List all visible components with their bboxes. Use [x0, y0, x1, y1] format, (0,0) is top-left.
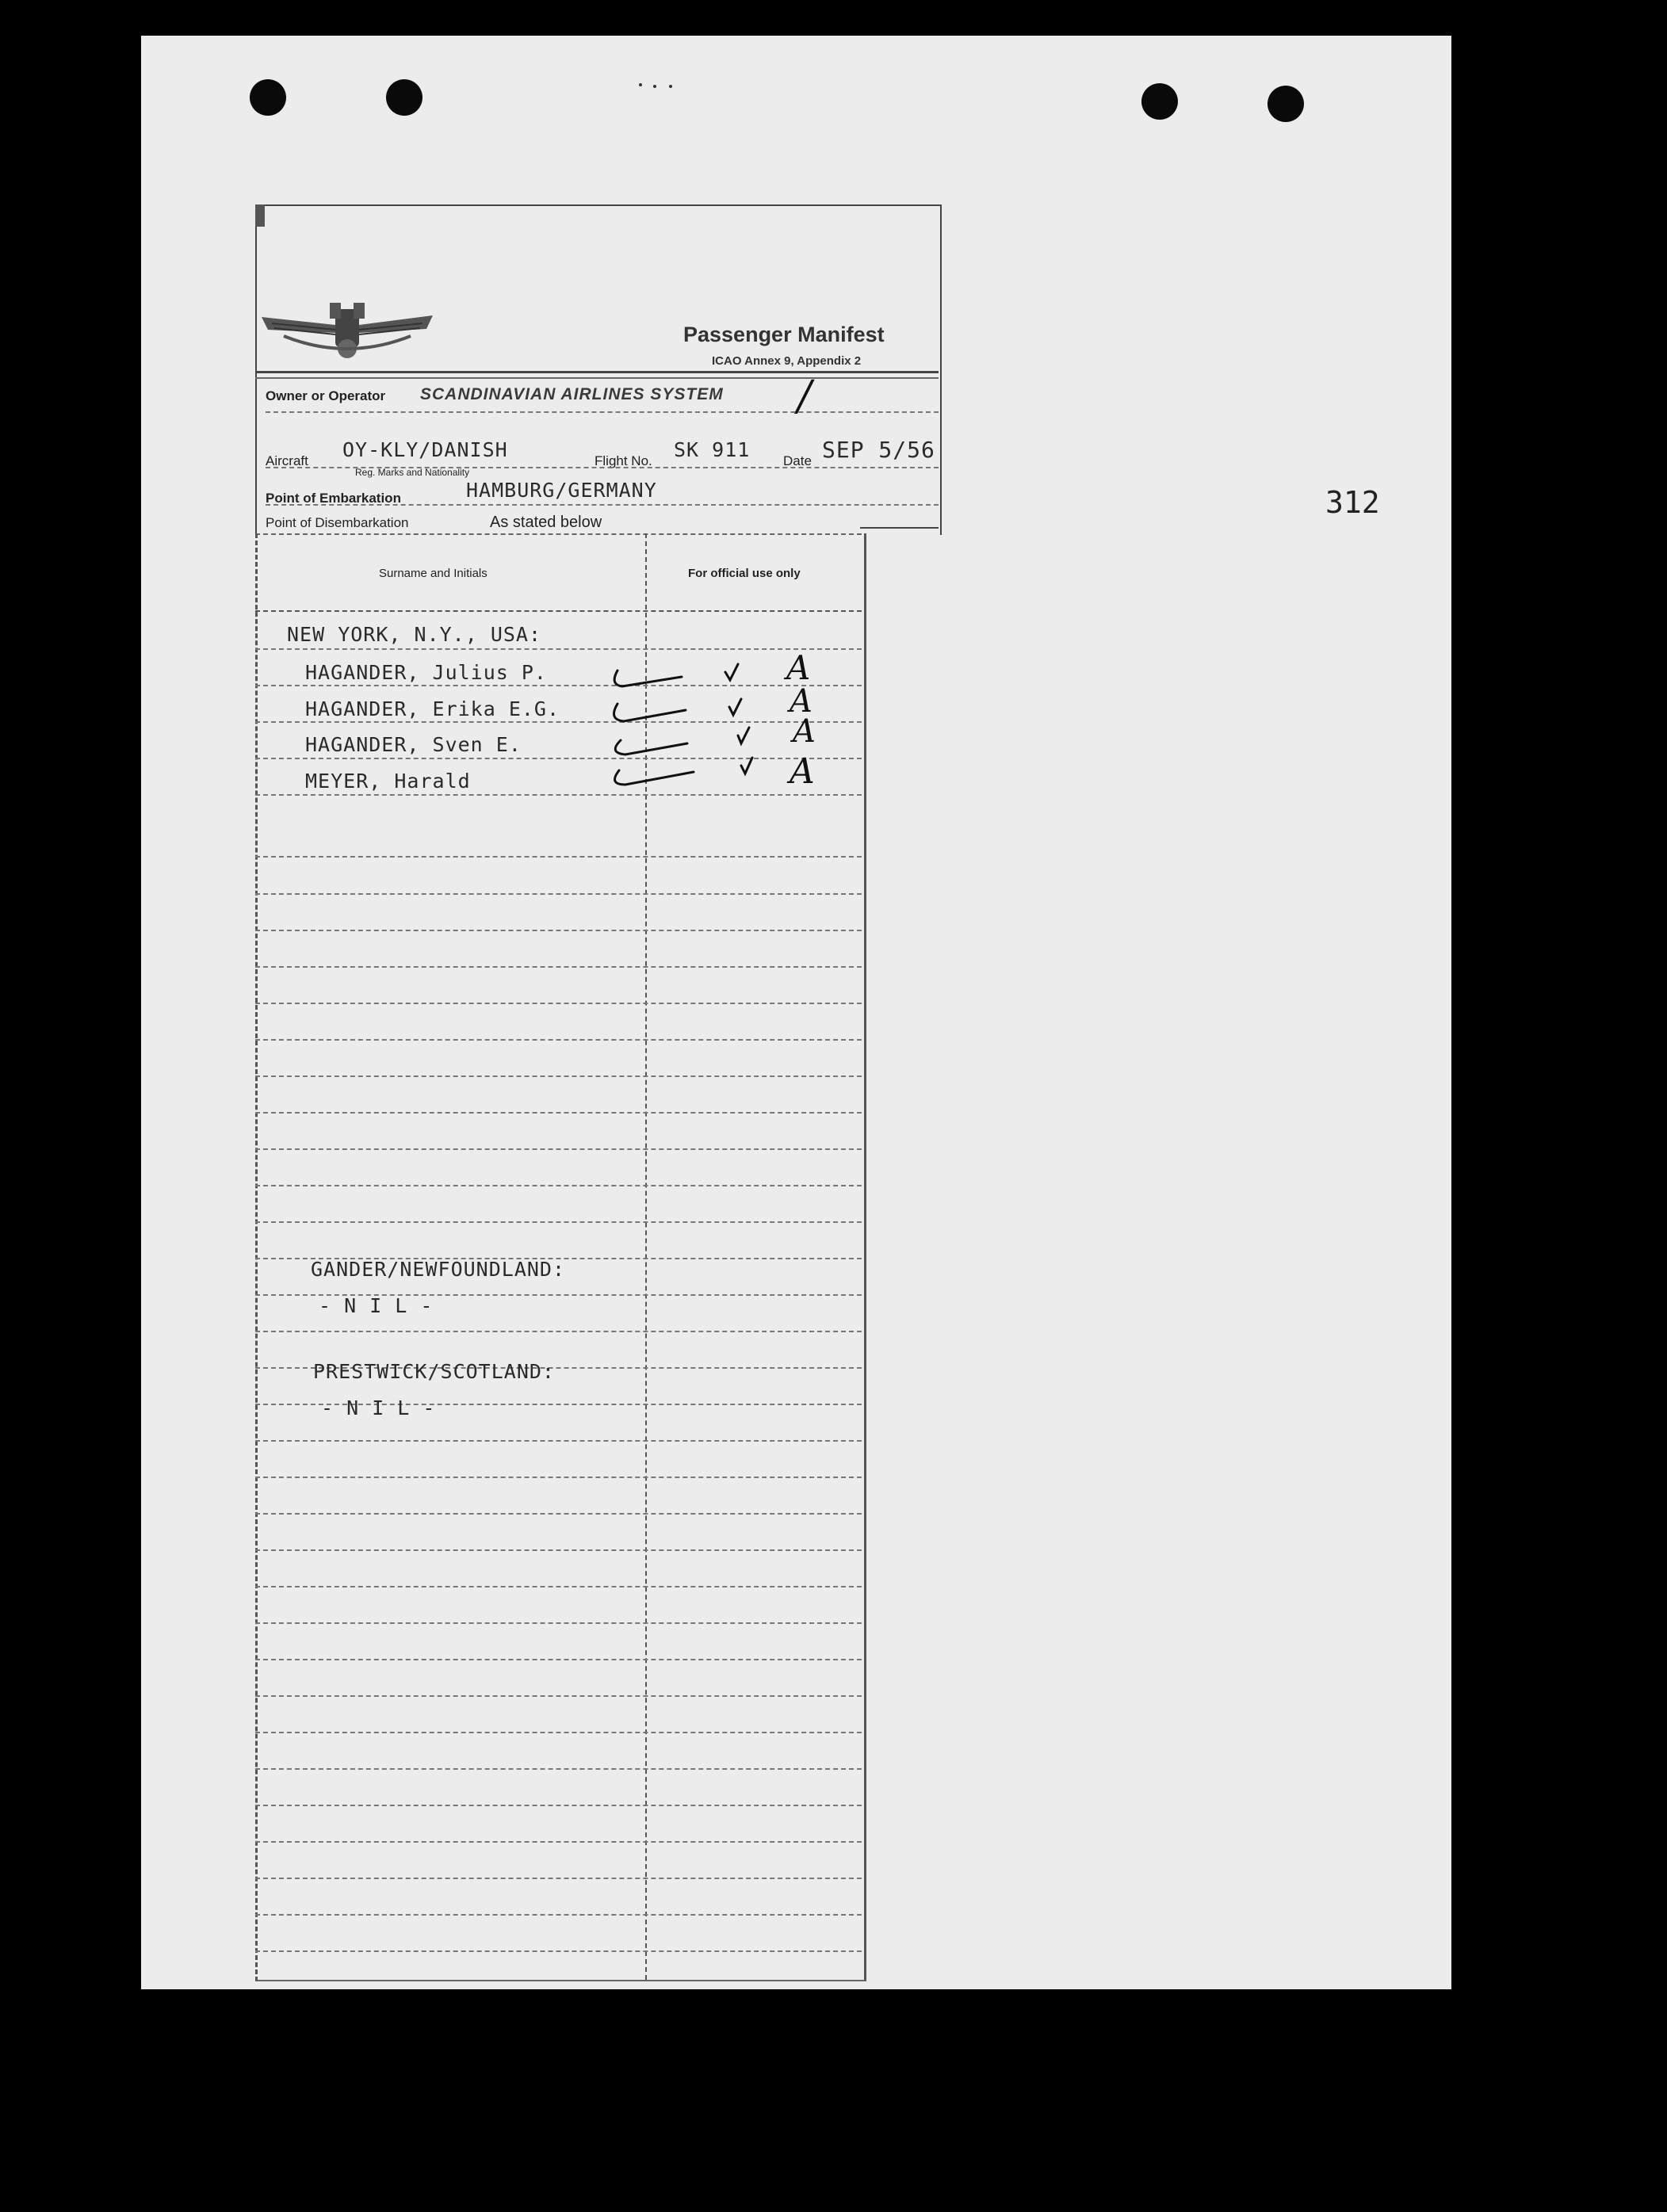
owner-check-mark: / [797, 372, 812, 420]
table-row-rule [255, 1440, 862, 1442]
table-row-rule [255, 930, 862, 931]
owner-value: SCANDINAVIAN AIRLINES SYSTEM [420, 385, 724, 403]
table-row-rule [255, 1331, 862, 1332]
punch-hole [386, 79, 422, 116]
table-row-rule [255, 648, 862, 650]
punch-hole [1141, 83, 1178, 120]
table-row-rule [255, 1768, 862, 1770]
table-row-rule [255, 794, 862, 796]
table-row-rule [255, 1549, 862, 1551]
table-row-rule [255, 1221, 862, 1223]
date-value: SEP 5/56 [822, 437, 935, 463]
aircraft-value: OY-KLY/DANISH [342, 438, 508, 461]
table-row-rule [255, 1695, 862, 1697]
col-header-name: Surname and Initials [379, 567, 487, 580]
table-row-rule [255, 1148, 862, 1150]
divider [266, 504, 939, 506]
table-row-rule [255, 1112, 862, 1114]
handwritten-check-marks [598, 658, 773, 793]
table-row-rule [255, 1586, 862, 1587]
destination-heading: GANDER/NEWFOUNDLAND: [311, 1258, 566, 1281]
form-corner-mark [255, 204, 265, 227]
divider [266, 411, 939, 413]
table-row-rule [255, 1477, 862, 1478]
table-row-rule [255, 1075, 862, 1077]
passenger-name: HAGANDER, Julius P. [305, 661, 547, 684]
disembark-label: Point of Disembarkation [266, 515, 409, 530]
official-mark: A [790, 683, 812, 720]
official-mark: A [790, 751, 815, 792]
header-rule [255, 610, 862, 612]
disembark-value: As stated below [490, 514, 602, 531]
aircraft-label: Aircraft [266, 453, 308, 468]
form-title: Passenger Manifest [683, 323, 885, 346]
embark-label: Point of Embarkation [266, 491, 401, 506]
table-row-rule [255, 1841, 862, 1843]
passenger-name: HAGANDER, Sven E. [305, 733, 522, 756]
table-row-rule [255, 856, 862, 858]
official-mark: A [786, 648, 811, 687]
nil-entry: - N I L - [319, 1294, 434, 1317]
divider [255, 371, 939, 373]
table-row-rule [255, 1878, 862, 1879]
form-subtitle: ICAO Annex 9, Appendix 2 [712, 354, 862, 368]
punch-hole [250, 79, 286, 116]
table-row-rule [255, 1622, 862, 1624]
flight-value: SK 911 [674, 438, 751, 461]
table-row-rule [255, 1732, 862, 1733]
airline-wing-logo [260, 300, 434, 363]
page-number: 312 [1325, 485, 1380, 520]
table-row-rule [255, 1003, 862, 1004]
official-mark: A [793, 713, 816, 750]
passenger-name: HAGANDER, Erika E.G. [305, 697, 560, 720]
divider [860, 527, 939, 529]
table-row-rule [255, 1950, 862, 1952]
col-header-official: For official use only [688, 567, 801, 580]
table-row-rule [255, 1513, 862, 1515]
embark-value: HAMBURG/GERMANY [466, 479, 657, 502]
table-row-rule [255, 1805, 862, 1806]
owner-label: Owner or Operator [266, 388, 386, 403]
table-row-rule [255, 966, 862, 968]
destination-heading: NEW YORK, N.Y., USA: [287, 623, 542, 646]
passenger-name: MEYER, Harald [305, 770, 471, 793]
flight-label: Flight No. [595, 453, 652, 468]
punch-hole [1267, 86, 1304, 122]
table-row-rule [255, 1039, 862, 1041]
divider [266, 467, 939, 468]
destination-heading: PRESTWICK/SCOTLAND: [313, 1360, 555, 1383]
aircraft-sublabel: Reg. Marks and Nationality [355, 467, 470, 478]
table-row-rule [255, 893, 862, 895]
date-label: Date [783, 453, 812, 468]
nil-entry: - N I L - [321, 1396, 436, 1419]
table-row-rule [255, 1659, 862, 1660]
table-row-rule [255, 1185, 862, 1186]
table-row-rule [255, 1914, 862, 1916]
divider [255, 377, 939, 379]
